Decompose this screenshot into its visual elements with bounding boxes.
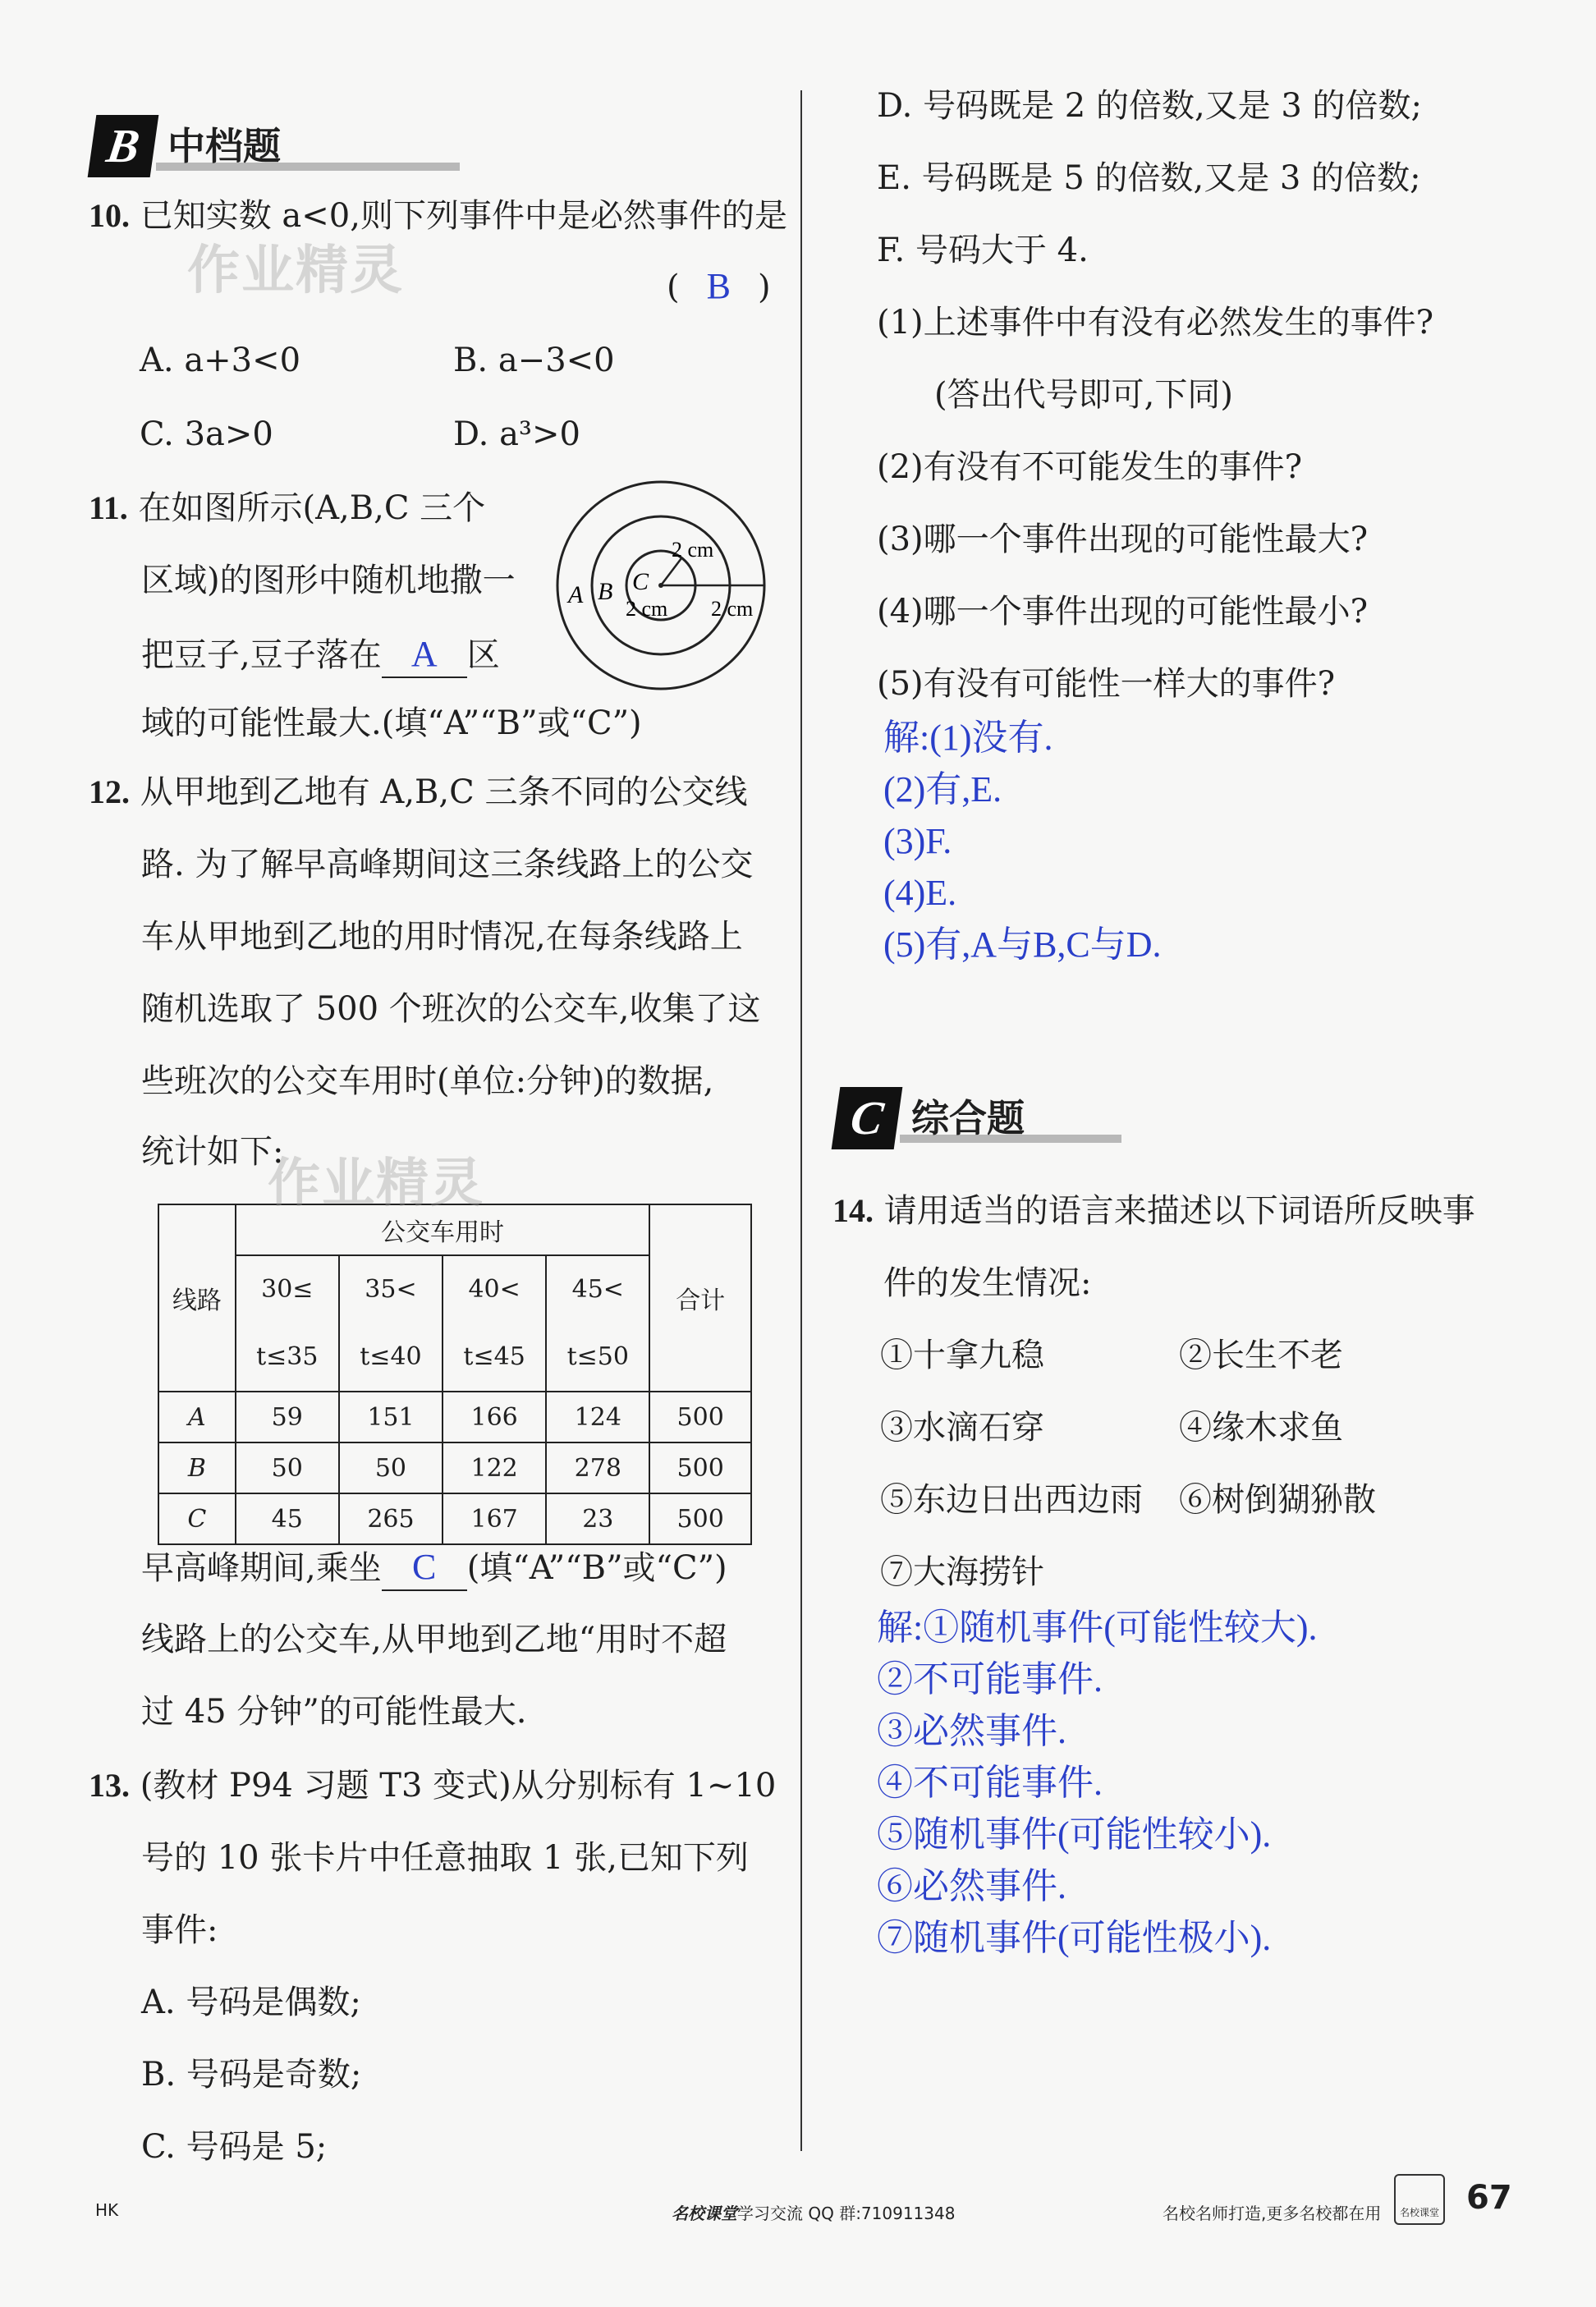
subquestion-1: (1)上述事件中有没有必然发生的事件? bbox=[877, 304, 1434, 342]
option-b: B. a−3<0 bbox=[453, 342, 615, 379]
table-row bbox=[158, 1442, 751, 1493]
question-number: 13. bbox=[89, 1767, 130, 1804]
question-12-after3: 过 45 分钟”的可能性最大. bbox=[141, 1693, 527, 1731]
answer-value: B bbox=[706, 266, 731, 306]
idiom-item: ④缘木求鱼 bbox=[1179, 1409, 1343, 1447]
question-12-after2: 线路上的公交车,从甲地到乙地“用时不超 bbox=[141, 1621, 727, 1658]
question-number: 14. bbox=[832, 1192, 874, 1229]
route-cell: C bbox=[158, 1493, 236, 1544]
table-cell: 45 bbox=[236, 1493, 339, 1544]
option-d: D. a³>0 bbox=[453, 415, 580, 453]
section-letter: C bbox=[832, 1087, 903, 1149]
solution-line: ②不可能事件. bbox=[877, 1659, 1103, 1699]
region-label-b: B bbox=[598, 578, 613, 605]
question-text: 已知实数 a<0,则下列事件中是必然事件的是 bbox=[140, 197, 787, 235]
region-label-c: C bbox=[632, 568, 649, 595]
question-text: 在如图所示(A,B,C 三个 bbox=[138, 489, 486, 527]
bus-time-table bbox=[158, 1204, 752, 1545]
total-header: 合计 bbox=[649, 1204, 751, 1392]
solution-line: ⑤随机事件(可能性较小). bbox=[877, 1814, 1272, 1855]
table-row bbox=[158, 1392, 751, 1442]
brand-logo: 名校课堂 bbox=[672, 2204, 737, 2223]
subquestion-3: (3)哪一个事件出现的可能性最大? bbox=[877, 521, 1369, 558]
question-11-line1 bbox=[89, 488, 485, 529]
section-title: 综合题 bbox=[911, 1096, 1025, 1140]
question-13-line3: 事件: bbox=[141, 1911, 218, 1949]
section-b-header bbox=[92, 115, 371, 181]
question-14-line2: 件的发生情况: bbox=[883, 1264, 1092, 1302]
event-d: D. 号码既是 2 的倍数,又是 3 的倍数; bbox=[877, 87, 1423, 125]
table-cell: 166 bbox=[443, 1392, 546, 1442]
brand-logo-icon: 名校课堂 bbox=[1394, 2174, 1445, 2225]
section-c-header bbox=[836, 1087, 1115, 1153]
subquestion-2: (2)有没有不可能发生的事件? bbox=[877, 448, 1303, 486]
solution-line: (2)有,E. bbox=[883, 769, 1002, 810]
solution-line: 解:(1)没有. bbox=[883, 718, 1053, 758]
answer-blank: C bbox=[382, 1545, 467, 1591]
table-cell: 59 bbox=[236, 1392, 339, 1442]
event-a: A. 号码是偶数; bbox=[141, 1984, 361, 2021]
option-c: C. 3a>0 bbox=[140, 415, 273, 453]
question-12-line6: 统计如下: bbox=[141, 1133, 284, 1171]
answer-bracket bbox=[667, 264, 771, 309]
answer-blank: A bbox=[382, 632, 467, 678]
footer-center bbox=[672, 2200, 955, 2224]
footer-qq-group: 学习交流 QQ 群:710911348 bbox=[737, 2204, 956, 2223]
section-title: 中档题 bbox=[167, 124, 281, 168]
dimension-label: 2 cm bbox=[626, 597, 668, 621]
solution-line: ⑥必然事件. bbox=[877, 1866, 1066, 1906]
time-range-header: 40< t≤45 bbox=[443, 1255, 546, 1392]
question-13-line2: 号的 10 张卡片中任意抽取 1 张,已知下列 bbox=[141, 1839, 749, 1877]
question-text: 区 bbox=[466, 636, 500, 674]
question-12-line3: 车从甲地到乙地的用时情况,在每条线路上 bbox=[141, 918, 743, 956]
dimension-label: 2 cm bbox=[672, 538, 714, 562]
solution-line: (4)E. bbox=[883, 873, 957, 913]
route-header: 线路 bbox=[158, 1204, 236, 1392]
time-range-header: 35< t≤40 bbox=[339, 1255, 443, 1392]
question-11-line3 bbox=[141, 632, 500, 678]
question-12-line2: 路. 为了解早高峰期间这三条线路上的公交 bbox=[141, 846, 754, 883]
section-letter: B bbox=[88, 115, 159, 177]
event-e: E. 号码既是 5 的倍数,又是 3 的倍数; bbox=[877, 159, 1421, 197]
subquestion-5: (5)有没有可能性一样大的事件? bbox=[877, 665, 1336, 703]
table-cell: 23 bbox=[546, 1493, 649, 1544]
idiom-item: ⑥树倒猢狲散 bbox=[1179, 1481, 1376, 1519]
question-13-line1 bbox=[89, 1765, 776, 1806]
table-cell: 151 bbox=[339, 1392, 443, 1442]
option-a: A. a+3<0 bbox=[140, 342, 301, 379]
group-header: 公交车用时 bbox=[236, 1204, 650, 1255]
footer-left-code: HK bbox=[95, 2200, 119, 2220]
solution-line: ③必然事件. bbox=[877, 1711, 1066, 1751]
concentric-circles-figure bbox=[550, 475, 772, 696]
question-text: (填“A”“B”或“C”) bbox=[466, 1549, 727, 1587]
question-number: 10. bbox=[89, 197, 130, 234]
question-14-line1 bbox=[832, 1190, 1475, 1231]
question-number: 11. bbox=[89, 489, 128, 526]
table-cell: 265 bbox=[339, 1493, 443, 1544]
table-cell: 278 bbox=[546, 1442, 649, 1493]
idiom-item: ⑤东边日出西边雨 bbox=[880, 1481, 1143, 1519]
column-divider bbox=[800, 90, 802, 2151]
solution-line: (3)F. bbox=[883, 821, 952, 861]
question-12-line1 bbox=[89, 772, 747, 813]
page-number: 67 bbox=[1466, 2179, 1512, 2217]
table-cell: 500 bbox=[649, 1442, 751, 1493]
question-text: 把豆子,豆子落在 bbox=[141, 636, 382, 674]
watermark: 作业精灵 bbox=[187, 241, 404, 301]
question-text: (教材 P94 习题 T3 变式)从分别标有 1~10 bbox=[140, 1767, 777, 1805]
table-cell: 50 bbox=[236, 1442, 339, 1493]
idiom-item: ①十拿九稳 bbox=[880, 1337, 1044, 1374]
question-12-line4: 随机选取了 500 个班次的公交车,收集了这 bbox=[141, 990, 761, 1028]
watermark: 作业精灵 bbox=[268, 1154, 484, 1214]
idiom-item: ②长生不老 bbox=[1179, 1337, 1343, 1374]
route-cell: B bbox=[158, 1442, 236, 1493]
question-text: 早高峰期间,乘坐 bbox=[141, 1549, 382, 1587]
question-11-line4: 域的可能性最大.(填“A”“B”或“C”) bbox=[141, 704, 642, 742]
table-cell: 167 bbox=[443, 1493, 546, 1544]
question-12-after1 bbox=[141, 1545, 727, 1591]
event-f: F. 号码大于 4. bbox=[877, 232, 1089, 269]
solution-line: ⑦随机事件(可能性极小). bbox=[877, 1918, 1272, 1958]
question-number: 12. bbox=[89, 773, 130, 810]
event-c: C. 号码是 5; bbox=[141, 2128, 328, 2166]
table-cell: 500 bbox=[649, 1493, 751, 1544]
solution-line: ④不可能事件. bbox=[877, 1763, 1103, 1803]
radius-line-diagonal bbox=[661, 558, 681, 585]
paren-open: ( bbox=[667, 268, 680, 306]
table-cell: 50 bbox=[339, 1442, 443, 1493]
dimension-label: 2 cm bbox=[711, 597, 754, 621]
route-cell: A bbox=[158, 1392, 236, 1442]
solution-line: 解:①随机事件(可能性较大). bbox=[877, 1608, 1318, 1648]
table-cell: 500 bbox=[649, 1392, 751, 1442]
time-range-header: 30≤ t≤35 bbox=[236, 1255, 339, 1392]
table-cell: 124 bbox=[546, 1392, 649, 1442]
question-text: 从甲地到乙地有 A,B,C 三条不同的公交线 bbox=[140, 773, 748, 811]
table-cell: 122 bbox=[443, 1442, 546, 1493]
question-11-line2: 区域)的图形中随机地撒一 bbox=[141, 562, 516, 599]
idiom-item: ⑦大海捞针 bbox=[880, 1553, 1044, 1591]
table-row bbox=[158, 1493, 751, 1544]
question-text: 请用适当的语言来描述以下词语所反映事 bbox=[883, 1192, 1475, 1230]
idiom-item: ③水滴石穿 bbox=[880, 1409, 1044, 1447]
subquestion-1-note: (答出代号即可,下同) bbox=[934, 376, 1233, 414]
subquestion-4: (4)哪一个事件出现的可能性最小? bbox=[877, 593, 1369, 631]
question-12-line5: 些班次的公交车用时(单位:分钟)的数据, bbox=[141, 1062, 714, 1100]
event-b: B. 号码是奇数; bbox=[141, 2056, 362, 2094]
time-range-header: 45< t≤50 bbox=[546, 1255, 649, 1392]
solution-line: (5)有,A与B,C与D. bbox=[883, 924, 1162, 965]
paren-close: ) bbox=[758, 268, 771, 306]
footer-slogan: 名校名师打造,更多名校都在用 bbox=[1163, 2204, 1382, 2223]
region-label-a: A bbox=[568, 581, 584, 608]
